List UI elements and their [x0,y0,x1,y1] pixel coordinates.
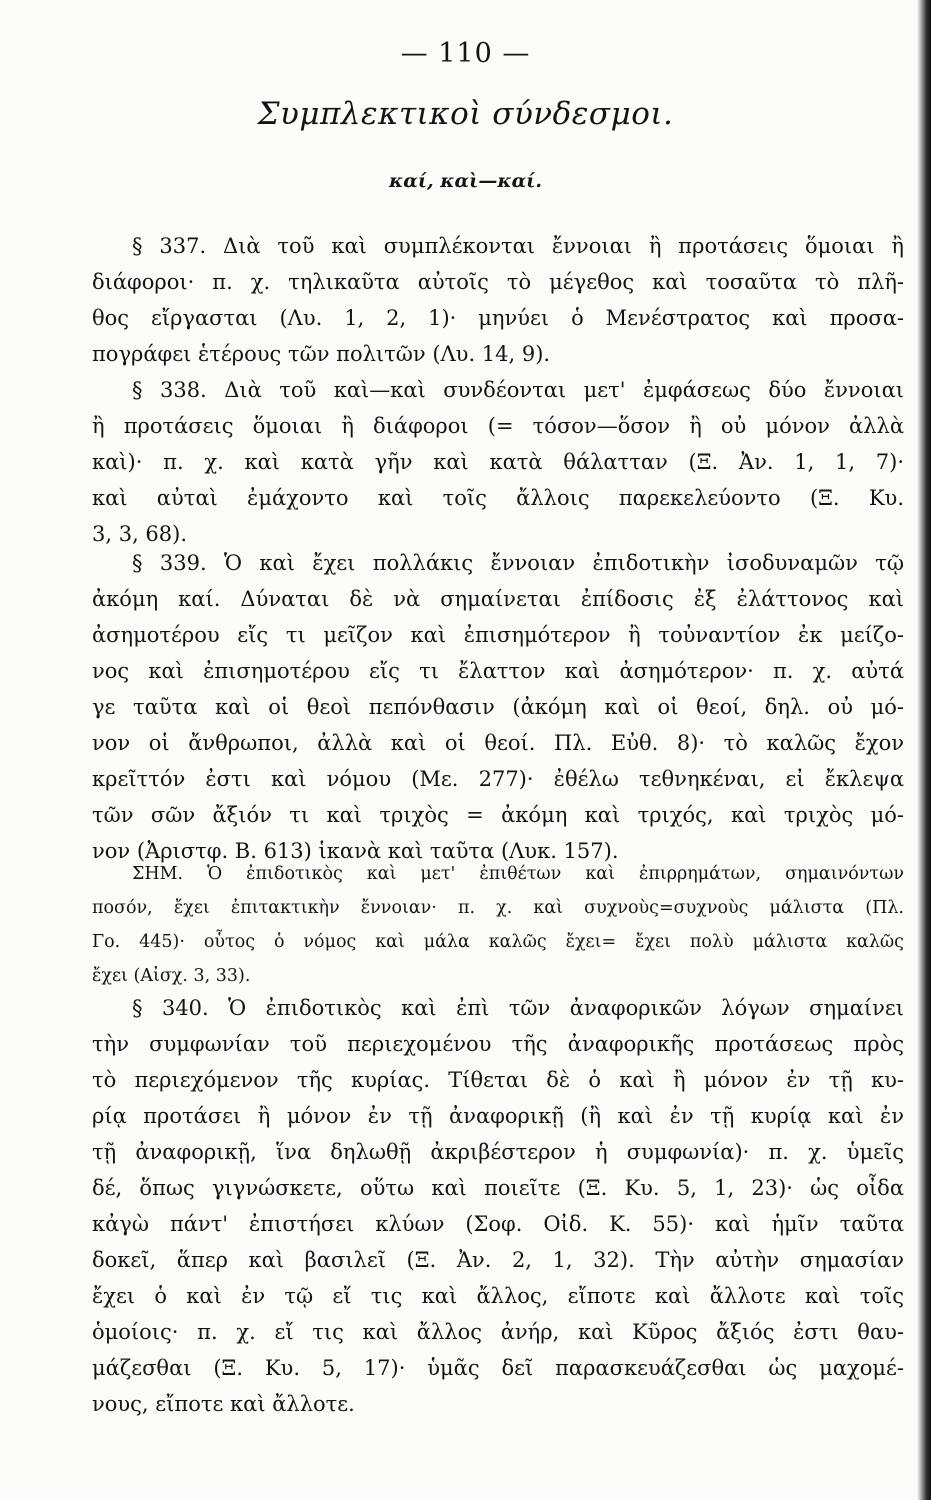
text-line: § 337. Διὰ τοῦ καὶ συμπλέκονται ἔννοιαι ἢ προτάσεις ὅμοιαι ἢ [132,234,904,258]
text-line: τῶν σῶν ἄξιόν τι καὶ τριχὸς = ἀκόμη καὶ τριχός, καὶ τριχὸς μό- [92,803,904,827]
note-paragraph [92,857,904,993]
text-line: γε ταῦτα καὶ οἱ θεοὶ πεπόνθασιν (ἀκόμη καὶ οἱ θεοί, δηλ. οὐ μό- [92,695,904,719]
paragraph-339 [92,545,904,869]
text-line: καὶ)· π. χ. καὶ κατὰ γῆν καὶ κατὰ θάλατταν (Ξ. Ἀν. 1, 1, 7)· [92,450,904,474]
text-line: ΣΗΜ. Ὁ ἐπιδοτικὸς καὶ μετ' ἐπιθέτων καὶ ἐπιρρημάτων, σημαινόντων [132,864,904,884]
text-line: θος εἴργασται (Λυ. 1, 2, 1)· μηνύει ὁ Μενέστρατος καὶ προσα- [92,306,904,330]
text-line: κρεῖττόν ἐστι καὶ νόμου (Με. 277)· ἐθέλω τεθνηκέναι, εἰ ἔκλεψα [92,767,904,791]
page-binding-edge [917,0,931,1500]
section-subtitle: καί, καὶ—καί. [388,170,542,192]
text-line: μάζεσθαι (Ξ. Κυ. 5, 17)· ὑμᾶς δεῖ παρασκευάζεσθαι ὡς μαχομέ- [92,1356,904,1380]
text-line: ἔχει (Αἰσχ. 3, 33). [92,966,251,986]
text-line: νους, εἴποτε καὶ ἄλλοτε. [92,1392,355,1416]
text-line: § 340. Ὁ ἐπιδοτικὸς καὶ ἐπὶ τῶν ἀναφορικῶν λόγων σημαίνει [132,996,904,1020]
text-line: κἀγὼ πάντ' ἐπιστήσει κλύων (Σοφ. Οἰδ. Κ. 55)· καὶ ἡμῖν ταῦτα [92,1212,904,1236]
text-line: § 339. Ὁ καὶ ἔχει πολλάκις ἔννοιαν ἐπιδοτικὴν ἰσοδυναμῶν τῷ [132,551,904,575]
text-line: ρίᾳ προτάσει ἢ μόνον ἐν τῇ ἀναφορικῇ (ἢ καὶ ἐν τῇ κυρίᾳ καὶ ἐν [92,1104,904,1128]
text-line: ποσόν, ἔχει ἐπιτακτικὴν ἔννοιαν· π. χ. καὶ συχνοὺς=συχνοὺς μάλιστα (Πλ. [92,898,904,918]
text-line: νον (Ἀριστφ. Β. 613) ἱκανὰ καὶ ταῦτα (Λυκ. 157). [92,839,619,863]
text-line: δέ, ὅπως γιγνώσκετε, οὕτω καὶ ποιεῖτε (Ξ. Κυ. 5, 1, 23)· ὡς οἶδα [92,1176,904,1200]
text-line: ὁμοίοις· π. χ. εἴ τις καὶ ἄλλος ἀνήρ, καὶ Κῦρος ἄξιός ἐστι θαυ- [92,1320,904,1344]
text-line: πογράφει ἑτέρους τῶν πολιτῶν (Λυ. 14, 9). [92,342,551,366]
text-line: ἔχει ὁ καὶ ἐν τῷ εἴ τις καὶ ἄλλος, εἴποτε καὶ ἄλλοτε καὶ τοῖς [92,1284,904,1308]
text-line: καὶ αὐταὶ ἐμάχοντο καὶ τοῖς ἄλλοις παρεκελεύοντο (Ξ. Κυ. [92,486,904,510]
text-line: τὸ περιεχόμενον τῆς κυρίας. Τίθεται δὲ ὁ καὶ ἢ μόνον ἐν τῇ κυ- [92,1068,904,1092]
paragraph-338 [92,372,904,552]
paragraph-340 [92,990,904,1422]
text-line: νος καὶ ἐπισημοτέρου εἴς τι ἔλαττον καὶ ἀσημότερον· π. χ. αὐτά [92,659,904,683]
text-line: 3, 3, 68). [92,522,188,546]
text-line: δοκεῖ, ἅπερ καὶ βασιλεῖ (Ξ. Ἀν. 2, 1, 32). Τὴν αὐτὴν σημασίαν [92,1248,904,1272]
text-line: νον οἱ ἄνθρωποι, ἀλλὰ καὶ οἱ θεοί. Πλ. Εὐθ. 8)· τὸ καλῶς ἔχον [92,731,904,755]
text-line: ἀσημοτέρου εἴς τι μεῖζον καὶ ἐπισημότερον ἢ τοὐναντίον ἐκ μείζο- [92,623,904,647]
page-number: — 110 — [400,38,531,69]
text-line: τὴν συμφωνίαν τοῦ περιεχομένου τῆς ἀναφορικῆς προτάσεως πρὸς [92,1032,904,1056]
text-line: § 338. Διὰ τοῦ καὶ—καὶ συνδέονται μετ' ἐμφάσεως δύο ἔννοιαι [132,378,904,402]
section-title: Συμπλεκτικοὶ σύνδεσμοι. [257,96,674,132]
text-line: ἀκόμη καί. Δύναται δὲ νὰ σημαίνεται ἐπίδοσις ἐξ ἐλάττονος καὶ [92,587,904,611]
text-line: τῇ ἀναφορικῇ, ἵνα δηλωθῇ ἀκριβέστερον ἡ συμφωνία)· π. χ. ὑμεῖς [92,1140,904,1164]
text-line: ἢ προτάσεις ὅμοιαι ἢ διάφοροι (= τόσον—ὅσον ἢ οὐ μόνον ἀλλὰ [92,414,904,438]
paragraph-337 [92,228,904,372]
text-line: διάφοροι· π. χ. τηλικαῦτα αὐτοῖς τὸ μέγεθος καὶ τοσαῦτα τὸ πλῆ- [92,270,904,294]
text-line: Γο. 445)· οὗτος ὁ νόμος καὶ μάλα καλῶς ἔχει= ἔχει πολὺ μάλιστα καλῶς [92,932,904,952]
